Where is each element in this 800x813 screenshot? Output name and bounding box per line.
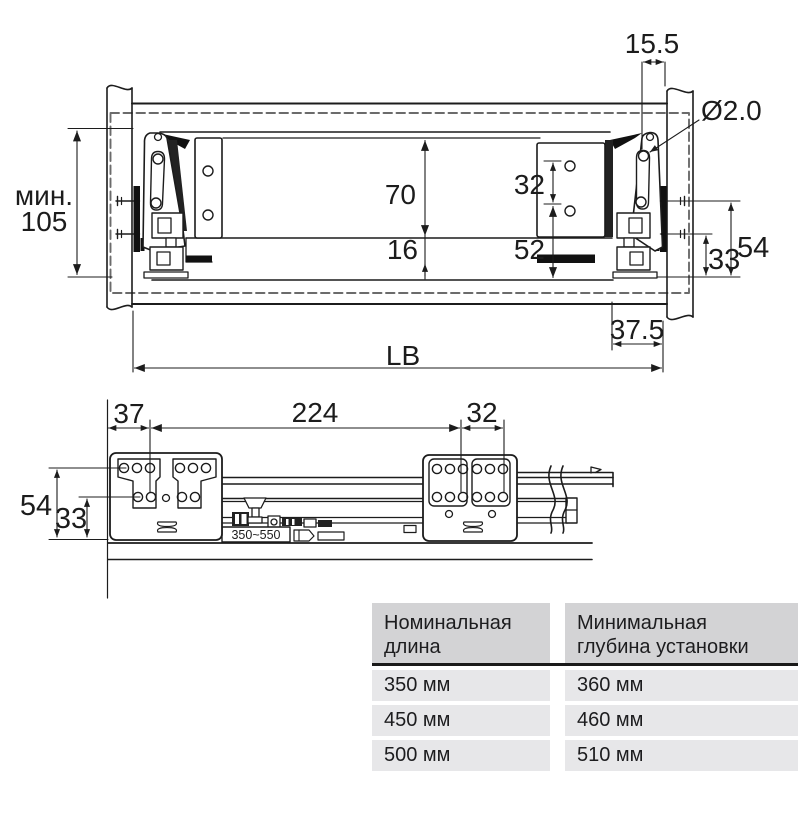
cell-depth: 460 мм (565, 705, 798, 736)
header-nominal-line1: Номинальная (384, 612, 512, 634)
cell-nominal: 350 мм (372, 670, 550, 701)
dim-back-height: 70 (384, 179, 416, 210)
table-row (372, 705, 798, 736)
rear-bracket (423, 455, 517, 541)
dim-bracket-span: 224 (291, 397, 339, 428)
header-nominal-line2: длина (384, 636, 441, 658)
cell-depth: 360 мм (565, 670, 798, 701)
dim-screw-lower: 33 (708, 244, 741, 276)
header-depth-line2: глубина установки (577, 636, 749, 658)
table-row (372, 740, 798, 771)
left-rear-bracket (134, 133, 223, 270)
dim-min-label: мин. (14, 180, 74, 211)
right-rear-bracket (537, 133, 667, 271)
dim-lower-height: 52 (513, 234, 545, 265)
header-divider (372, 663, 798, 666)
dim-min-value: 105 (20, 206, 68, 237)
dim-hole-spacing: 32 (513, 169, 545, 200)
dim-rear-holes: 32 (466, 397, 498, 428)
drawer-bottom-section-right (537, 255, 595, 264)
table-row (372, 670, 798, 701)
side-view (49, 400, 613, 598)
dim-height-lower: 33 (54, 503, 88, 535)
right-bottom-flange (613, 272, 657, 278)
dim-hole-diameter: Ø2.0 (701, 95, 762, 126)
spec-table-header (372, 603, 798, 663)
dim-screw-upper: 54 (737, 232, 770, 264)
header-nominal-length (372, 603, 550, 663)
cell-nominal: 450 мм (372, 705, 550, 736)
dim-bottom-thickness: 16 (386, 234, 418, 265)
dim-length: LB (385, 340, 421, 371)
header-depth-line1: Минимальная (577, 612, 708, 634)
column-gap (550, 603, 565, 663)
rail-length-label: 350~550 (231, 528, 281, 542)
dim-front-offset: 37 (113, 398, 145, 429)
drawer-bottom-section-left (186, 256, 212, 263)
left-bottom-flange (144, 272, 188, 278)
spec-table (372, 603, 798, 771)
dim-height-upper: 54 (19, 490, 53, 522)
header-min-depth (565, 603, 798, 663)
dim-rear-offset: 37.5 (609, 314, 665, 345)
cell-depth: 510 мм (565, 740, 798, 771)
dim-offset-top: 15.5 (624, 28, 680, 59)
cell-nominal: 500 мм (372, 740, 550, 771)
